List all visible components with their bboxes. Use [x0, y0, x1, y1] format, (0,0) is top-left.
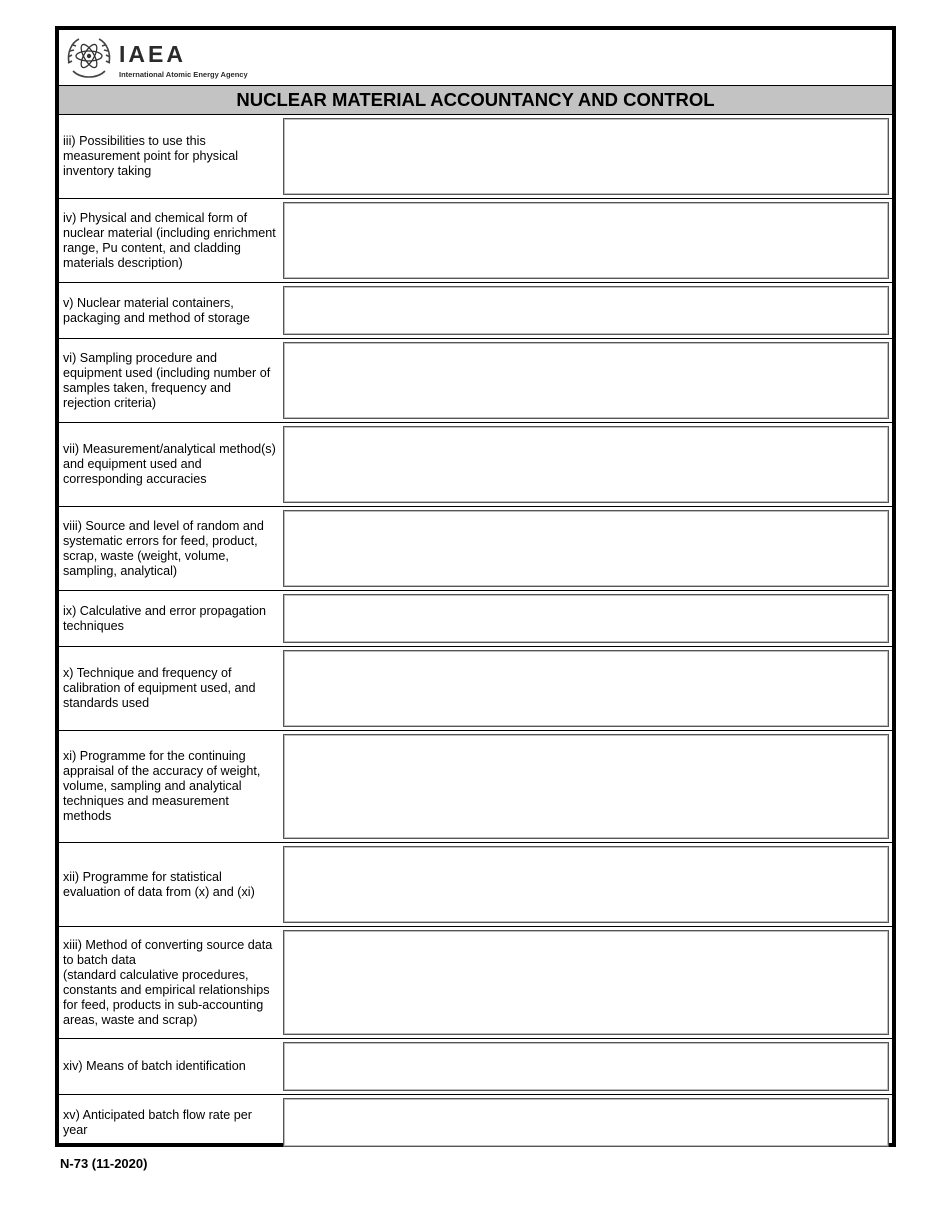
row-label: v) Nuclear material containers, packaging and method of storage: [63, 295, 250, 325]
form-row: [59, 927, 892, 1039]
row-label: ix) Calculative and error propagation techniques: [63, 603, 267, 633]
form-row: [59, 1039, 892, 1095]
form-row: [59, 423, 892, 507]
row-input-field[interactable]: [283, 202, 889, 279]
row-input-field[interactable]: [283, 930, 889, 1035]
form-row: [59, 1095, 892, 1150]
row-label: xiv) Means of batch identification: [63, 1059, 246, 1073]
iaea-logo: [63, 33, 263, 83]
form-title: NUCLEAR MATERIAL ACCOUNTANCY AND CONTROL: [59, 86, 892, 115]
row-input-field[interactable]: [283, 846, 889, 923]
row-input-field[interactable]: [283, 734, 889, 839]
row-input-field[interactable]: [283, 594, 889, 643]
form-row: [59, 283, 892, 339]
row-input-field[interactable]: [283, 426, 889, 503]
row-label: xi) Programme for the continuing appraisal of the accuracy of weight, volume, sampling and analytical techniques and measurement methods: [63, 749, 261, 823]
row-label: iii) Possibilities to use this measurement point for physical inventory taking: [63, 134, 238, 178]
row-label: xv) Anticipated batch flow rate per year: [63, 1107, 253, 1137]
form-header: [59, 30, 892, 86]
row-input-field[interactable]: [283, 650, 889, 727]
row-input-field[interactable]: [283, 286, 889, 335]
form-row: [59, 339, 892, 423]
row-label: xii) Programme for statistical evaluation of data from (x) and (xi): [63, 869, 255, 899]
row-label: xiii) Method of converting source data to batch data (standard calculative procedures, constants and empirical relationships for feed, products in sub-accounting areas, waste and scrap): [63, 937, 273, 1027]
row-input-field[interactable]: [283, 342, 889, 419]
row-input-field[interactable]: [283, 1042, 889, 1091]
row-input-field[interactable]: [283, 1098, 889, 1147]
form-row: [59, 647, 892, 731]
row-input-field[interactable]: [283, 118, 889, 195]
form-row: [59, 731, 892, 843]
row-label: vii) Measurement/analytical method(s) and equipment used and corresponding accuracies: [63, 442, 276, 486]
form-rows: [59, 115, 892, 1150]
logo-wordmark: IAEA: [119, 41, 186, 67]
row-label: viii) Source and level of random and systematic errors for feed, product, scrap, waste (weight, volume, sampling, analytical): [63, 518, 264, 578]
atom-emblem-icon: [63, 35, 115, 81]
row-label: vi) Sampling procedure and equipment used (including number of samples taken, frequency and rejection criteria): [63, 350, 271, 410]
form-row: [59, 843, 892, 927]
logo-subtitle: International Atomic Energy Agency: [119, 70, 248, 79]
form-row: [59, 591, 892, 647]
form-sheet: [55, 26, 896, 1147]
form-row: [59, 115, 892, 199]
row-input-field[interactable]: [283, 510, 889, 587]
row-label: x) Technique and frequency of calibration of equipment used, and standards used: [63, 666, 256, 710]
form-row: [59, 507, 892, 591]
row-label: iv) Physical and chemical form of nuclear material (including enrichment range, Pu content, and cladding materials description): [63, 210, 276, 270]
form-code: N-73 (11-2020): [60, 1156, 148, 1171]
form-row: [59, 199, 892, 283]
